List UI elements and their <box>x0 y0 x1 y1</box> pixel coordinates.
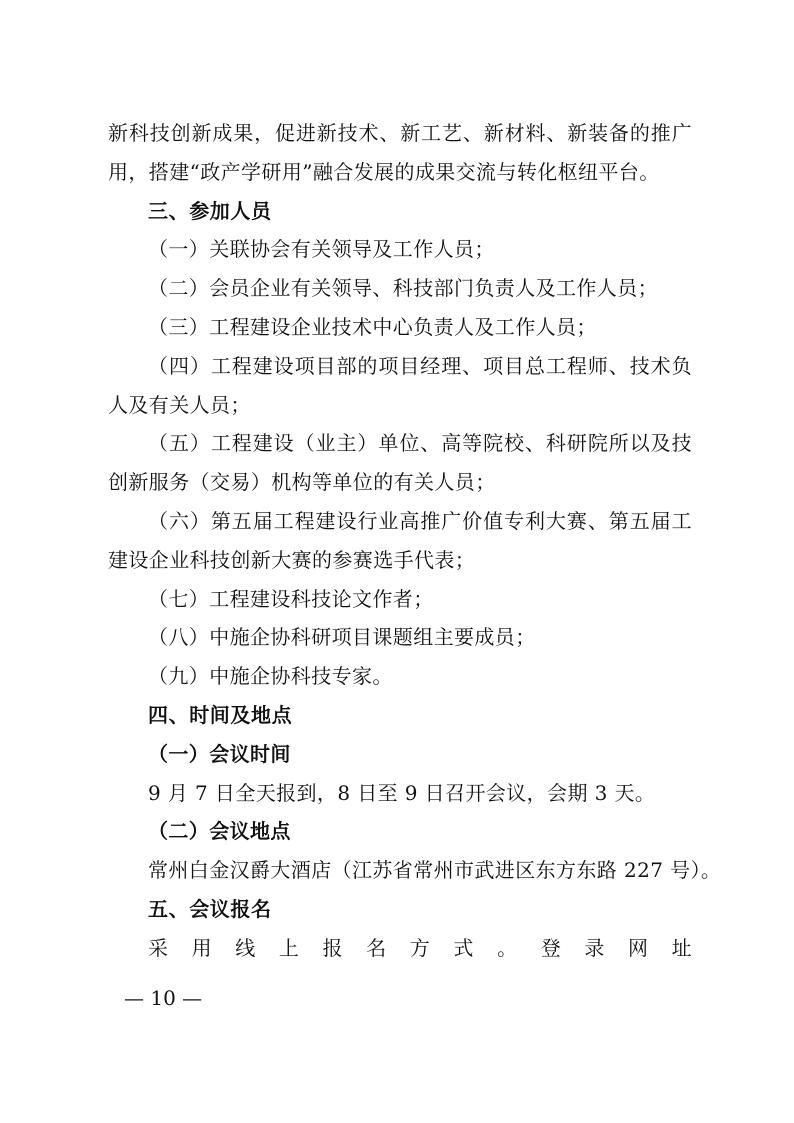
page-number: — 10 — <box>124 986 203 1010</box>
paragraph-line: 新科技创新成果，促进新技术、新工艺、新材料、新装备的推广 <box>108 121 692 145</box>
paragraph-line: 用，搭建“政产学研用”融合发展的成果交流与转化枢纽平台。 <box>108 159 660 184</box>
section-heading-time-location: 四、时间及地点 <box>148 702 293 727</box>
paragraph-line: 采用线上报名方式。登录网址 <box>148 935 692 960</box>
list-item: （二）会员企业有关领导、科技部门负责人及工作人员； <box>148 276 658 301</box>
list-item: （三）工程建设企业技术中心负责人及工作人员； <box>148 314 597 339</box>
list-item: （五）工程建设（业主）单位、高等院校、科研院所以及技 <box>148 431 692 456</box>
subheading-meeting-time: （一）会议时间 <box>148 741 291 766</box>
section-heading-registration: 五、会议报名 <box>148 896 272 921</box>
list-item-continuation: 创新服务（交易）机构等单位的有关人员； <box>108 470 496 495</box>
list-item-continuation: 人及有关人员； <box>108 392 251 417</box>
document-body <box>108 114 722 968</box>
list-item: （四）工程建设项目部的项目经理、项目总工程师、技术负 <box>148 353 692 378</box>
list-item-continuation: 建设企业科技创新大赛的参赛选手代表； <box>108 547 476 572</box>
list-item: （八）中施企协科研项目课题组主要成员； <box>148 625 536 650</box>
list-item: （六）第五届工程建设行业高推广价值专利大赛、第五届工 <box>148 508 692 533</box>
section-heading-participants: 三、参加人员 <box>148 198 272 223</box>
list-item: （九）中施企协科技专家。 <box>148 664 393 689</box>
subheading-meeting-location: （二）会议地点 <box>148 819 291 844</box>
paragraph-line: 9 月 7 日全天报到，8 日至 9 日召开会议，会期 3 天。 <box>148 780 656 805</box>
paragraph-line: 常州白金汉爵大酒店（江苏省常州市武进区东方东路 227 号）。 <box>148 858 722 883</box>
list-item: （七）工程建设科技论文作者； <box>148 586 434 611</box>
list-item: （一）关联协会有关领导及工作人员； <box>148 237 495 262</box>
